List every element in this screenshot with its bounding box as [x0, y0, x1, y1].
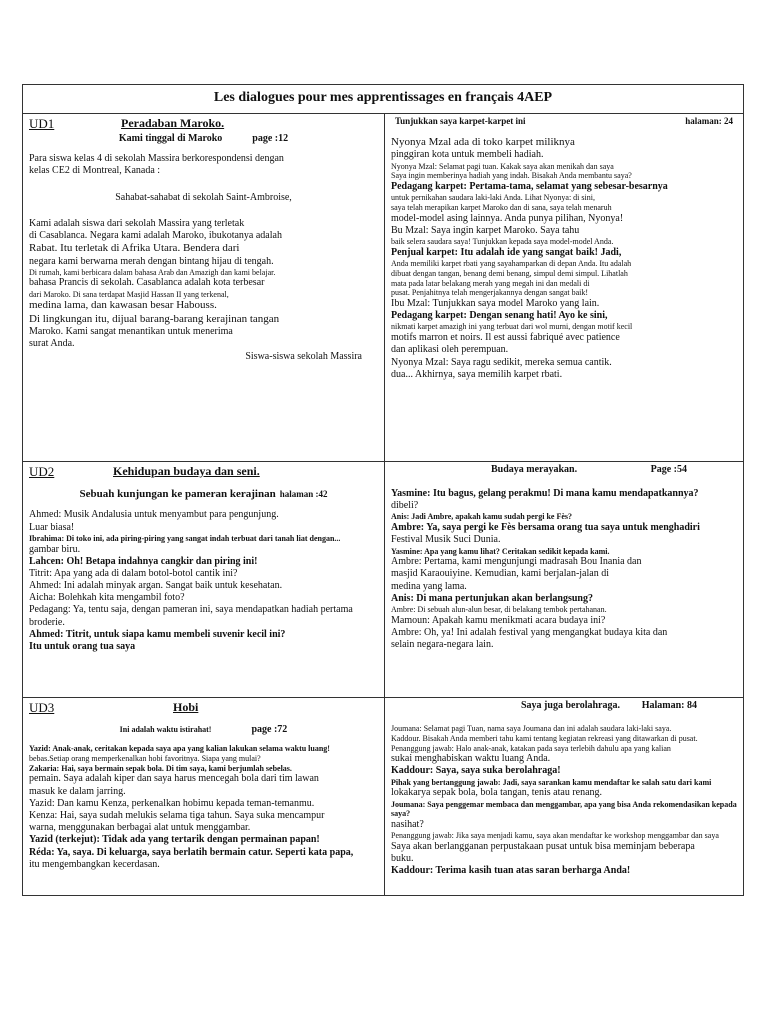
text-line: Ambre: Di sebuah alun-alun besar, di belakang tembok pertahanan. — [391, 605, 607, 614]
text-line: Anda memiliki karpet rbati yang sayahamparkan di depan Anda. Itu adalah — [391, 259, 632, 269]
text-line: broderie. — [29, 616, 65, 628]
ud2-left-cell — [23, 462, 385, 697]
text-line: Ahmed: Titrit, untuk siapa kamu membeli suvenir kecil ini? — [29, 628, 286, 640]
text-line: buku. — [391, 853, 414, 865]
text-line: negara kami berwarna merah dengan bintang hijau di tengah. — [29, 255, 274, 267]
text-line: selain negara-negara lain. — [391, 639, 494, 651]
text-line: Ambre: Oh, ya! Ini adalah festival yang mengangkat budaya kita dan — [391, 626, 668, 638]
page-ref: Halaman: 84 — [641, 700, 697, 711]
text-line: model-model asing lainnya. Anda punya pilihan, Nyonya! — [391, 212, 624, 224]
text-line: Di rumah, kami berbicara dalam bahasa Arab dan Amazigh dan kami belajar. — [29, 267, 276, 277]
text-line: motifs marron et noirs. Il est aussi fabriqué avec patience — [391, 332, 620, 344]
text-line: Saya akan berlangganan perpustakaan pusat untuk bisa meminjam beberapa — [391, 841, 695, 852]
text-line: Di lingkungan itu, dijual barang-barang kerajinan tangan — [29, 312, 280, 325]
text-line: dari Maroko. Di sana terdapat Masjid Hassan II yang terkenal, — [29, 289, 229, 299]
document-title: Les dialogues pour mes apprentissages en français 4AEP — [23, 85, 743, 114]
page-ref: Page :54 — [650, 464, 687, 475]
text-line: pemain. Saya adalah kiper dan saya harus mencegah bola dari tim lawan — [29, 773, 319, 785]
text-line: Sahabat-sahabat di sekolah Saint-Ambroise, — [115, 191, 292, 203]
text-line: Pedagang karpet: Dengan senang hati! Ayo ke sini, — [391, 310, 608, 322]
lesson-title: Saya juga berolahraga. — [521, 700, 620, 711]
text-line: Anis: Jadi Ambre, apakah kamu sudah pergi ke Fès? — [391, 512, 572, 522]
text-line: dibeli? — [391, 500, 419, 512]
text-line: Joumana: Selamat pagi Tuan, nama saya Joumana dan ini adalah saudara laki-laki saya. — [391, 724, 672, 733]
lesson-title: Sebuah kunjungan ke pameran kerajinan — [79, 488, 276, 500]
text-line: Mamoun: Apakah kamu menikmati acara budaya ini? — [391, 614, 606, 626]
text-line: Kami adalah siswa dari sekolah Massira yang terletak — [29, 217, 245, 229]
text-line: Kenza: Hai, saya sudah melukis selama tiga tahun. Saya suka mencampur — [29, 810, 325, 821]
text-line: lokakarya sepak bola, bola tangan, tenis atau renang. — [391, 787, 603, 799]
text-line: pinggiran kota untuk membeli hadiah. — [391, 149, 544, 161]
text-line: Ambre: Ya, saya pergi ke Fès bersama orang tua saya untuk menghadiri — [391, 522, 700, 534]
unit-number: UD1 — [29, 116, 55, 131]
ud3-left-cell — [23, 698, 385, 896]
text-line: pusat. Penjahitnya telah mengerjakannya dengan sangat baik! — [391, 288, 589, 298]
text-line: Yasmine: Itu bagus, gelang perakmu! Di mana kamu mendapatkannya? — [391, 488, 699, 499]
page-ref: halaman :42 — [279, 489, 328, 499]
ud2-right-cell — [385, 462, 743, 697]
text-line: Penanggung jawab: Halo anak-anak, katakan pada saya terlebih dahulu apa yang kalian — [391, 743, 671, 753]
text-line: Kaddour: Terima kasih tuan atas saran berharga Anda! — [391, 865, 631, 877]
text-line: Réda: Ya, saya. Di keluarga, saya berlatih bermain catur. Seperti kata papa, — [29, 846, 354, 858]
ud3-right-cell — [385, 698, 743, 896]
text-line: kelas CE2 di Montreal, Kanada : — [29, 165, 161, 177]
text-line: medina yang lama. — [391, 580, 467, 592]
text-line: Kaddour. Bisakah Anda memberi tahu kami tentang kegiatan rekreasi yang ditawarkan di pusat. — [391, 733, 698, 743]
text-line: Luar biasa! — [29, 521, 75, 533]
lesson-title: Tunjukkan saya karpet-karpet ini — [395, 116, 526, 126]
unit-number: UD3 — [29, 700, 55, 715]
unit-title: Peradaban Maroko. — [121, 116, 225, 130]
unit-row-ud1 — [23, 114, 743, 462]
dialogue-sheet — [22, 84, 744, 896]
text-line: Titrit: Apa yang ada di dalam botol-botol cantik ini? — [29, 567, 238, 579]
text-line: Ibu Mzal: Tunjukkan saya model Maroko yang lain. — [391, 298, 600, 310]
text-line: Ahmed: Musik Andalusia untuk menyambut para pengunjung. — [29, 509, 279, 521]
text-line: Zakaria: Hai, saya bermain sepak bola. Di tim saya, kami berjumlah sebelas. — [29, 763, 292, 773]
text-line: sukai menghabiskan waktu luang Anda. — [391, 753, 551, 765]
text-line: Penjual karpet: Itu adalah ide yang sangat baik! Jadi, — [391, 246, 622, 258]
lesson-title: Kami tinggal di Maroko — [118, 133, 223, 144]
ud1-left-cell — [23, 114, 385, 461]
text-line: medina lama, dan kawasan besar Habouss. — [29, 299, 217, 312]
unit-number: UD2 — [29, 464, 55, 479]
text-line: Rabat. Itu terletak di Afrika Utara. Bendera dari — [29, 242, 240, 255]
text-line: Bu Mzal: Saya ingin karpet Maroko. Saya tahu — [391, 224, 580, 236]
page-ref: page :12 — [252, 133, 289, 144]
text-line: saya telah merapikan karpet Maroko dan di sana, saya telah menaruh — [391, 203, 612, 213]
text-line: Aicha: Bolehkah kita mengambil foto? — [29, 592, 185, 604]
text-line: Yazid (terkejut): Tidak ada yang tertarik dengan permainan papan! — [29, 834, 320, 846]
text-line: Ahmed: Ini adalah minyak argan. Sangat baik untuk kesehatan. — [29, 580, 283, 592]
text-line: untuk pernikahan saudara laki-laki Anda. Lihat Nyonya: di sini, — [391, 193, 595, 203]
text-line: Pihak yang bertanggung jawab: Jadi, saya sarankan kamu mendaftar ke salah satu dari kami — [391, 777, 712, 787]
text-line: Nyonya Mzal: Selamat pagi tuan. Kakak saya akan menikah dan saya — [391, 161, 614, 171]
lesson-title: Ini adalah waktu istirahat! — [119, 725, 212, 734]
text-line: Maroko. Kami sangat menantikan untuk menerima — [29, 326, 233, 338]
text-line: mata pada latar belakang merah yang megah ini dan medali di — [391, 278, 590, 288]
text-line: di Casablanca. Negara kami adalah Maroko, ibukotanya adalah — [29, 229, 282, 241]
text-line: masjid Karaouiyine. Kemudian, kami berjalan-jalan di — [391, 568, 609, 580]
text-line: Pedagang karpet: Pertama-tama, selamat yang sebesar-besarnya — [391, 181, 668, 193]
text-line: bahasa Prancis di sekolah. Casablanca adalah kota terbesar — [29, 277, 265, 289]
text-line: Saya ingin memberinya hadiah yang indah. Bisakah Anda membantu saya? — [391, 171, 632, 181]
unit-title: Kehidupan budaya dan seni. — [113, 464, 260, 478]
text-line: Penanggung jawab: Jika saya menjadi kamu, saya akan mendaftar ke workshop menggambar dan saya — [391, 831, 719, 841]
page-ref: halaman: 24 — [685, 116, 733, 126]
text-line: Yasmine: Apa yang kamu lihat? Ceritakan sedikit kepada kami. — [391, 546, 610, 556]
lesson-title: Budaya merayakan. — [491, 464, 578, 475]
unit-row-ud3 — [23, 698, 743, 896]
text-line: Ibrahima: Di toko ini, ada piring-piring yang sangat indah terbuat dari tanah liat dengan... — [29, 533, 341, 543]
unit-title: Hobi — [173, 700, 199, 714]
ud1-right-cell — [385, 114, 743, 461]
unit-row-ud2 — [23, 462, 743, 698]
text-line: warna, menggunakan berbagai alat untuk menggambar. — [29, 822, 251, 834]
text-line: Festival Musik Suci Dunia. — [391, 534, 501, 546]
text-line: Joumana: Saya penggemar membaca dan menggambar, apa yang bisa Anda rekomendasikan kepada saya? — [391, 799, 737, 819]
text-line: masuk ke dalam jarring. — [29, 785, 126, 797]
text-line: dua... Akhirnya, saya memilih karpet rbati. — [391, 368, 563, 380]
text-line: Para siswa kelas 4 di sekolah Massira berkorespondensi dengan — [29, 153, 284, 165]
text-line: Pedagang: Ya, tentu saja, dengan pameran ini, saya mendapatkan hadiah pertama — [29, 604, 353, 616]
text-line: Nyonya Mzal ada di toko karpet miliknya — [391, 136, 575, 148]
text-line: Yazid: Dan kamu Kenza, perkenalkan hobimu kepada teman-temanmu. — [29, 797, 315, 809]
text-line: Ambre: Pertama, kami mengunjungi madrasah Bou Inania dan — [391, 556, 642, 568]
text-line: surat Anda. — [29, 338, 75, 350]
text-line: dibuat dengan tangan, benang demi benang, simpul demi simpul. Lihatlah — [391, 268, 628, 278]
text-line: nikmati karpet amazigh ini yang terbuat dari wol murni, dengan motif kecil — [391, 322, 633, 332]
text-line: Yazid: Anak-anak, ceritakan kepada saya apa yang kalian lakukan selama waktu luang! — [29, 744, 330, 754]
text-line: baik selera saudara saya! Tunjukkan kepada saya model-model Anda. — [391, 237, 614, 247]
text-line: bebas.Setiap orang memperkenalkan hobi favoritnya. Siapa yang mulai? — [29, 753, 261, 763]
text-line: Nyonya Mzal: Saya ragu sedikit, mereka semua cantik. — [391, 356, 612, 368]
text-line: nasihat? — [391, 819, 424, 831]
text-line: itu mengembangkan kecerdasan. — [29, 858, 160, 870]
text-line: Kaddour: Saya, saya suka berolahraga! — [391, 765, 561, 777]
text-line: Anis: Di mana pertunjukan akan berlangsung? — [391, 592, 593, 604]
text-line: Itu untuk orang tua saya — [29, 641, 136, 653]
text-line: gambar biru. — [29, 543, 81, 555]
text-line: dan aplikasi oleh perempuan. — [391, 344, 509, 356]
signature-line: Siswa-siswa sekolah Massira — [245, 350, 362, 362]
page-ref: page :72 — [251, 724, 288, 735]
text-line: Lahcen: Oh! Betapa indahnya cangkir dan piring ini! — [29, 555, 258, 567]
